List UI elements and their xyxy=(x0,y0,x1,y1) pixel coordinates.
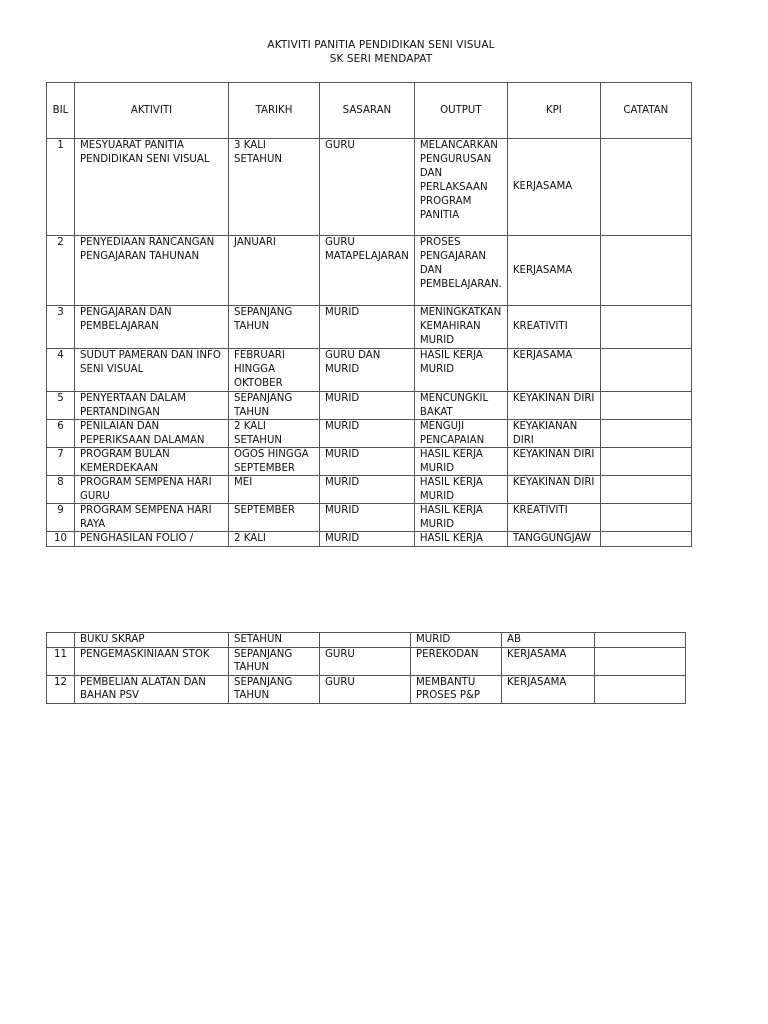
cell-bil: 9 xyxy=(47,504,75,532)
cell-kpi: KERJASAMA xyxy=(507,139,600,236)
cell-kpi: KEYAKINAN DIRI xyxy=(507,448,600,476)
cell-sasaran: GURU xyxy=(320,139,415,236)
cell-bil: 2 xyxy=(47,236,75,306)
cell-bil: 12 xyxy=(47,675,75,703)
header-catatan: CATATAN xyxy=(600,83,691,139)
cell-output: HASIL KERJA MURID xyxy=(414,448,507,476)
cell-output: PROSES PENGAJARAN DAN PEMBELAJARAN. xyxy=(414,236,507,306)
cell-aktiviti: MESYUARAT PANITIA PENDIDIKAN SENI VISUAL xyxy=(75,139,229,236)
cell-catatan xyxy=(600,349,691,392)
cell-kpi: KEYAKINAN DIRI xyxy=(507,476,600,504)
cell-output: MELANCARKAN PENGURUSAN DAN PERLAKSAAN PROGRAM PANITIA xyxy=(414,139,507,236)
cell-bil: 3 xyxy=(47,306,75,349)
table-row xyxy=(47,420,692,448)
cell-output: MENGUJI PENCAPAIAN xyxy=(414,420,507,448)
cell-aktiviti: PROGRAM BULAN KEMERDEKAAN xyxy=(75,448,229,476)
table-row xyxy=(47,532,692,547)
cell-catatan xyxy=(595,633,686,648)
cell-tarikh: SEPANJANG TAHUN xyxy=(229,392,320,420)
cell-tarikh: SEPANJANG TAHUN xyxy=(229,647,320,675)
table-row xyxy=(47,647,686,675)
activities-table-continued xyxy=(46,632,686,704)
table-row xyxy=(47,392,692,420)
cell-tarikh: SEPANJANG TAHUN xyxy=(229,306,320,349)
cell-catatan xyxy=(595,647,686,675)
cell-bil: 11 xyxy=(47,647,75,675)
table-row xyxy=(47,448,692,476)
cell-aktiviti: BUKU SKRAP xyxy=(75,633,229,648)
cell-catatan xyxy=(600,420,691,448)
cell-catatan xyxy=(600,448,691,476)
cell-tarikh: SEPANJANG TAHUN xyxy=(229,675,320,703)
document-subtitle: SK SERI MENDAPAT xyxy=(329,53,433,65)
cell-catatan xyxy=(600,392,691,420)
cell-sasaran: MURID xyxy=(320,392,415,420)
cell-sasaran: MURID xyxy=(320,532,415,547)
activities-table xyxy=(46,82,692,547)
cell-output: HASIL KERJA MURID xyxy=(414,476,507,504)
cell-output: MURID xyxy=(411,633,502,648)
cell-aktiviti: PENYEDIAAN RANCANGAN PENGAJARAN TAHUNAN xyxy=(75,236,229,306)
header-sasaran: SASARAN xyxy=(320,83,415,139)
header-output: OUTPUT xyxy=(414,83,507,139)
cell-bil: 8 xyxy=(47,476,75,504)
cell-sasaran: GURU MATAPELAJARAN xyxy=(320,236,415,306)
cell-aktiviti: PENYERTAAN DALAM PERTANDINGAN xyxy=(75,392,229,420)
cell-catatan xyxy=(600,476,691,504)
cell-catatan xyxy=(600,236,691,306)
cell-bil: 7 xyxy=(47,448,75,476)
table-header-row xyxy=(47,83,692,139)
cell-catatan xyxy=(600,504,691,532)
cell-tarikh: 2 KALI xyxy=(229,532,320,547)
cell-kpi: TANGGUNGJAW xyxy=(507,532,600,547)
cell-kpi: KEYAKIANAN DIRI xyxy=(507,420,600,448)
cell-sasaran: MURID xyxy=(320,476,415,504)
table-row xyxy=(47,675,686,703)
cell-bil: 1 xyxy=(47,139,75,236)
cell-output: PEREKODAN xyxy=(411,647,502,675)
cell-catatan xyxy=(600,532,691,547)
cell-aktiviti: PENGHASILAN FOLIO / xyxy=(75,532,229,547)
cell-kpi: KEYAKINAN DIRI xyxy=(507,392,600,420)
cell-sasaran: MURID xyxy=(320,448,415,476)
cell-aktiviti: PENGEMASKINIAAN STOK xyxy=(75,647,229,675)
cell-aktiviti: PROGRAM SEMPENA HARI RAYA xyxy=(75,504,229,532)
cell-sasaran: GURU DAN MURID xyxy=(320,349,415,392)
cell-kpi: KERJASAMA xyxy=(502,675,595,703)
cell-tarikh: MEI xyxy=(229,476,320,504)
cell-tarikh: JANUARI xyxy=(229,236,320,306)
table-row xyxy=(47,476,692,504)
table-row xyxy=(47,306,692,349)
cell-kpi: KERJASAMA xyxy=(507,236,600,306)
cell-sasaran: GURU xyxy=(320,675,411,703)
cell-catatan xyxy=(600,306,691,349)
cell-sasaran: MURID xyxy=(320,420,415,448)
table-row xyxy=(47,633,686,648)
cell-aktiviti: PENGAJARAN DAN PEMBELAJARAN xyxy=(75,306,229,349)
cell-sasaran: MURID xyxy=(320,504,415,532)
header-kpi: KPI xyxy=(507,83,600,139)
table-row xyxy=(47,139,692,236)
header-bil: BIL xyxy=(47,83,75,139)
cell-kpi: AB xyxy=(502,633,595,648)
cell-sasaran xyxy=(320,633,411,648)
cell-output: MENCUNGKIL BAKAT xyxy=(414,392,507,420)
cell-output: MEMBANTU PROSES P&P xyxy=(411,675,502,703)
cell-tarikh: 3 KALI SETAHUN xyxy=(229,139,320,236)
header-tarikh: TARIKH xyxy=(229,83,320,139)
cell-output: MENINGKATKAN KEMAHIRAN MURID xyxy=(414,306,507,349)
cell-tarikh: 2 KALI SETAHUN xyxy=(229,420,320,448)
cell-catatan xyxy=(600,139,691,236)
table-row xyxy=(47,504,692,532)
cell-kpi: KERJASAMA xyxy=(502,647,595,675)
cell-kpi: KREATIVITI xyxy=(507,504,600,532)
cell-output: HASIL KERJA MURID xyxy=(414,504,507,532)
cell-aktiviti: PENILAIAN DAN PEPERIKSAAN DALAMAN xyxy=(75,420,229,448)
document-title: AKTIVITI PANITIA PENDIDIKAN SENI VISUAL xyxy=(267,39,495,51)
cell-bil xyxy=(47,633,75,648)
cell-aktiviti: PEMBELIAN ALATAN DAN BAHAN PSV xyxy=(75,675,229,703)
cell-bil: 4 xyxy=(47,349,75,392)
cell-tarikh: SETAHUN xyxy=(229,633,320,648)
cell-output: HASIL KERJA MURID xyxy=(414,349,507,392)
table-row xyxy=(47,236,692,306)
cell-sasaran: MURID xyxy=(320,306,415,349)
cell-tarikh: SEPTEMBER xyxy=(229,504,320,532)
cell-sasaran: GURU xyxy=(320,647,411,675)
cell-tarikh: OGOS HINGGA SEPTEMBER xyxy=(229,448,320,476)
cell-output: HASIL KERJA xyxy=(414,532,507,547)
cell-catatan xyxy=(595,675,686,703)
cell-aktiviti: SUDUT PAMERAN DAN INFO SENI VISUAL xyxy=(75,349,229,392)
cell-bil: 10 xyxy=(47,532,75,547)
cell-kpi: KERJASAMA xyxy=(507,349,600,392)
cell-tarikh: FEBRUARI HINGGA OKTOBER xyxy=(229,349,320,392)
cell-bil: 6 xyxy=(47,420,75,448)
table-row xyxy=(47,349,692,392)
header-aktiviti: AKTIVITI xyxy=(75,83,229,139)
cell-aktiviti: PROGRAM SEMPENA HARI GURU xyxy=(75,476,229,504)
cell-kpi: KREATIVITI xyxy=(507,306,600,349)
cell-bil: 5 xyxy=(47,392,75,420)
